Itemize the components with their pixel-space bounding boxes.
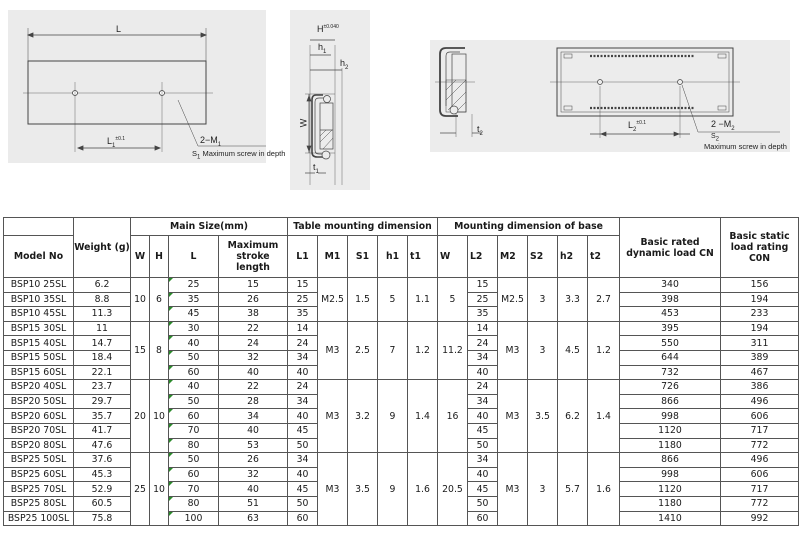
header-model: Model No	[4, 236, 74, 278]
cell-static-load: 496	[721, 394, 799, 409]
spec-table	[3, 217, 799, 526]
cell-L2: 40	[468, 467, 498, 482]
side-view-drawing	[290, 10, 370, 190]
cell-model: BSP20 40SL	[4, 380, 74, 395]
cell-weight: 37.6	[74, 453, 131, 468]
cell-L: 25	[169, 278, 219, 293]
cell-L2: 24	[468, 336, 498, 351]
cell-M1: M3	[318, 453, 348, 526]
header-base-mounting: Mounting dimension of base	[438, 218, 620, 236]
header-L1: L1	[288, 236, 318, 278]
cell-L2: 50	[468, 438, 498, 453]
cell-model: BSP15 60SL	[4, 365, 74, 380]
top-view-diagram	[8, 10, 286, 163]
cell-L1: 34	[288, 350, 318, 365]
label-h2-text: h	[340, 58, 346, 68]
cell-dynamic-load: 1180	[620, 438, 721, 453]
cell-dynamic-load: 866	[620, 453, 721, 468]
header-main-size: Main Size(mm)	[131, 218, 288, 236]
cell-static-load: 772	[721, 438, 799, 453]
header-L2: L2	[468, 236, 498, 278]
cell-static-load: 311	[721, 336, 799, 351]
cell-t2: 2.7	[588, 278, 620, 322]
cell-L1: 60	[288, 511, 318, 526]
label-t2-text: t	[477, 124, 480, 134]
label-L1-tol: ±0.1	[115, 136, 126, 142]
cell-stroke: 15	[219, 278, 288, 293]
cell-h2: 4.5	[558, 321, 588, 379]
spec-table-body	[4, 278, 799, 526]
cell-dynamic-load: 340	[620, 278, 721, 293]
cell-L1: 34	[288, 453, 318, 468]
cell-L: 80	[169, 438, 219, 453]
cell-dynamic-load: 550	[620, 336, 721, 351]
header-H: H	[150, 236, 169, 278]
cell-model: BSP25 50SL	[4, 453, 74, 468]
cell-L: 35	[169, 292, 219, 307]
cell-static-load: 606	[721, 467, 799, 482]
header-dynamic-load: Basic rated dynamic load CN	[620, 218, 721, 278]
cell-H: 6	[150, 278, 169, 322]
cell-L2: 40	[468, 409, 498, 424]
cell-M1: M3	[318, 380, 348, 453]
cell-L1: 15	[288, 278, 318, 293]
cell-L1: 40	[288, 409, 318, 424]
cell-model: BSP20 80SL	[4, 438, 74, 453]
cell-S1: 3.5	[348, 453, 378, 526]
cell-stroke: 28	[219, 394, 288, 409]
table-row	[4, 453, 799, 468]
cell-dynamic-load: 998	[620, 409, 721, 424]
cell-L2: 60	[468, 511, 498, 526]
label-s1-sub: 1	[197, 154, 201, 161]
cell-static-load: 717	[721, 423, 799, 438]
cell-dynamic-load: 644	[620, 350, 721, 365]
cell-weight: 52.9	[74, 482, 131, 497]
cell-L2: 40	[468, 365, 498, 380]
cell-S2: 3.5	[528, 380, 558, 453]
cell-weight: 23.7	[74, 380, 131, 395]
label-L2-sub: 2	[633, 126, 637, 133]
cell-dynamic-load: 395	[620, 321, 721, 336]
cell-L1: 50	[288, 438, 318, 453]
cell-stroke: 22	[219, 321, 288, 336]
cell-static-load: 717	[721, 482, 799, 497]
cell-L: 30	[169, 321, 219, 336]
cell-L: 70	[169, 423, 219, 438]
cell-h1: 5	[378, 278, 408, 322]
screw-depth-note-2: Maximum screw in depth	[704, 142, 787, 151]
label-W: W	[298, 118, 309, 128]
cell-W: 25	[131, 453, 150, 526]
cell-model: BSP25 70SL	[4, 482, 74, 497]
cell-dynamic-load: 1180	[620, 496, 721, 511]
cell-t2: 1.6	[588, 453, 620, 526]
label-L1-sub: 1	[112, 142, 116, 149]
cell-stroke: 24	[219, 336, 288, 351]
cell-stroke: 40	[219, 482, 288, 497]
cell-static-load: 389	[721, 350, 799, 365]
cell-model: BSP25 80SL	[4, 496, 74, 511]
cell-model: BSP10 45SL	[4, 307, 74, 322]
cell-model: BSP15 30SL	[4, 321, 74, 336]
cell-model: BSP20 50SL	[4, 394, 74, 409]
label-h1-text: h	[318, 42, 324, 52]
label-2M1-sub: 1	[217, 141, 222, 148]
top-view-drawing	[8, 10, 266, 163]
cell-dynamic-load: 453	[620, 307, 721, 322]
label-h1	[318, 42, 326, 55]
side-view-diagram	[290, 10, 370, 190]
cell-L2: 25	[468, 292, 498, 307]
cell-h1: 9	[378, 380, 408, 453]
cell-M2: M3	[498, 380, 528, 453]
label-t1	[313, 162, 319, 175]
cell-L2: 50	[468, 496, 498, 511]
header-stroke: Maximum stroke length	[219, 236, 288, 278]
header-h1: h1	[378, 236, 408, 278]
cell-H: 10	[150, 380, 169, 453]
cell-M1: M2.5	[318, 278, 348, 322]
cell-W: 20	[131, 380, 150, 453]
cell-stroke: 26	[219, 453, 288, 468]
cell-weight: 22.1	[74, 365, 131, 380]
cell-static-load: 194	[721, 292, 799, 307]
header-t2: t2	[588, 236, 620, 278]
label-2M2-sub: 2	[731, 125, 735, 132]
cell-M2: M3	[498, 321, 528, 379]
table-row	[4, 278, 799, 293]
cell-L1: 45	[288, 482, 318, 497]
cell-dynamic-load: 398	[620, 292, 721, 307]
cell-W2: 11.2	[438, 321, 468, 379]
cell-W: 10	[131, 278, 150, 322]
header-S2: S2	[528, 236, 558, 278]
cell-S2: 3	[528, 321, 558, 379]
cell-dynamic-load: 1120	[620, 482, 721, 497]
cell-weight: 11.3	[74, 307, 131, 322]
cell-t2: 1.4	[588, 380, 620, 453]
cell-model: BSP10 25SL	[4, 278, 74, 293]
cell-dynamic-load: 1410	[620, 511, 721, 526]
cell-weight: 18.4	[74, 350, 131, 365]
cell-S2: 3	[528, 453, 558, 526]
cell-L2: 15	[468, 278, 498, 293]
cell-weight: 35.7	[74, 409, 131, 424]
cell-dynamic-load: 998	[620, 467, 721, 482]
cell-h1: 9	[378, 453, 408, 526]
cell-stroke: 53	[219, 438, 288, 453]
cell-stroke: 63	[219, 511, 288, 526]
cell-S1: 2.5	[348, 321, 378, 379]
header-table-mounting: Table mounting dimension	[288, 218, 438, 236]
header-S1: S1	[348, 236, 378, 278]
cell-L2: 45	[468, 482, 498, 497]
header-M2: M2	[498, 236, 528, 278]
label-s1: S	[192, 149, 198, 158]
cell-L: 60	[169, 467, 219, 482]
label-2M2	[711, 119, 735, 132]
header-M1: M1	[318, 236, 348, 278]
cell-H: 8	[150, 321, 169, 379]
cell-stroke: 40	[219, 365, 288, 380]
cell-S2: 3	[528, 278, 558, 322]
label-h2	[340, 58, 348, 71]
cell-L1: 35	[288, 307, 318, 322]
cell-h1: 7	[378, 321, 408, 379]
cell-weight: 60.5	[74, 496, 131, 511]
cell-stroke: 32	[219, 467, 288, 482]
cell-L1: 45	[288, 423, 318, 438]
cell-weight: 14.7	[74, 336, 131, 351]
label-2M1-text: 2−M	[200, 135, 218, 145]
cell-t1: 1.2	[408, 321, 438, 379]
label-L2-text: L	[628, 120, 634, 130]
header-weight: Weight (g)	[74, 218, 131, 278]
cell-model: BSP15 40SL	[4, 336, 74, 351]
cell-weight: 45.3	[74, 467, 131, 482]
cell-S1: 1.5	[348, 278, 378, 322]
label-t1-sub: 1	[315, 168, 319, 175]
cell-static-load: 233	[721, 307, 799, 322]
note-text: Maximum screw in depth	[202, 149, 286, 158]
cell-L1: 25	[288, 292, 318, 307]
cell-L: 50	[169, 394, 219, 409]
table-row	[4, 380, 799, 395]
cell-L: 50	[169, 453, 219, 468]
cell-static-load: 467	[721, 365, 799, 380]
cell-L: 80	[169, 496, 219, 511]
cell-stroke: 51	[219, 496, 288, 511]
cell-S1: 3.2	[348, 380, 378, 453]
cell-L2: 35	[468, 307, 498, 322]
label-L: L	[116, 24, 122, 34]
label-L2	[628, 120, 646, 133]
cell-model: BSP25 60SL	[4, 467, 74, 482]
cell-t1: 1.4	[408, 380, 438, 453]
cell-model: BSP20 60SL	[4, 409, 74, 424]
label-h2-sub: 2	[345, 64, 349, 71]
label-h1-sub: 1	[323, 48, 327, 55]
label-2M2-text: 2 −M	[711, 119, 732, 129]
cell-M2: M2.5	[498, 278, 528, 322]
label-H-tol: ±0.040	[323, 24, 339, 30]
label-t2	[477, 124, 483, 137]
header-blank	[4, 218, 74, 236]
cell-L2: 14	[468, 321, 498, 336]
cell-weight: 11	[74, 321, 131, 336]
label-H	[317, 24, 339, 34]
cell-stroke: 32	[219, 350, 288, 365]
table-row	[4, 321, 799, 336]
cell-static-load: 606	[721, 409, 799, 424]
cell-h2: 3.3	[558, 278, 588, 322]
cell-stroke: 26	[219, 292, 288, 307]
cell-L1: 24	[288, 336, 318, 351]
cell-static-load: 992	[721, 511, 799, 526]
label-L1-text: L	[107, 136, 113, 146]
cell-weight: 29.7	[74, 394, 131, 409]
cell-L: 70	[169, 482, 219, 497]
label-s2-sub: 2	[715, 136, 720, 143]
cell-weight: 41.7	[74, 423, 131, 438]
cell-h2: 6.2	[558, 380, 588, 453]
cell-L2: 34	[468, 350, 498, 365]
cell-stroke: 38	[219, 307, 288, 322]
label-s2	[711, 133, 719, 142]
cell-L1: 14	[288, 321, 318, 336]
cell-L: 40	[169, 336, 219, 351]
cell-model: BSP25 100SL	[4, 511, 74, 526]
cell-dynamic-load: 732	[620, 365, 721, 380]
cell-stroke: 34	[219, 409, 288, 424]
cell-weight: 8.8	[74, 292, 131, 307]
cell-static-load: 156	[721, 278, 799, 293]
cell-h2: 5.7	[558, 453, 588, 526]
cell-t1: 1.1	[408, 278, 438, 322]
cell-W: 15	[131, 321, 150, 379]
cell-static-load: 386	[721, 380, 799, 395]
cell-M2: M3	[498, 453, 528, 526]
label-2M1	[200, 135, 221, 148]
cell-static-load: 496	[721, 453, 799, 468]
base-view-diagram	[430, 40, 790, 152]
cell-dynamic-load: 866	[620, 394, 721, 409]
cell-stroke: 40	[219, 423, 288, 438]
cell-W2: 20.5	[438, 453, 468, 526]
header-static-load: Basic static load rating C0N	[721, 218, 799, 278]
cell-W2: 16	[438, 380, 468, 453]
screw-depth-note-1	[192, 149, 285, 161]
cell-L1: 40	[288, 467, 318, 482]
header-h2: h2	[558, 236, 588, 278]
cell-L: 45	[169, 307, 219, 322]
cell-L1: 40	[288, 365, 318, 380]
cell-t2: 1.2	[588, 321, 620, 379]
header-L: L	[169, 236, 219, 278]
label-H-text: H	[317, 24, 324, 34]
cell-W2: 5	[438, 278, 468, 322]
cell-model: BSP15 50SL	[4, 350, 74, 365]
cell-L: 50	[169, 350, 219, 365]
label-L2-tol: ±0.1	[636, 120, 647, 126]
cell-dynamic-load: 726	[620, 380, 721, 395]
cell-L: 100	[169, 511, 219, 526]
cell-L1: 50	[288, 496, 318, 511]
cell-M1: M3	[318, 321, 348, 379]
cell-L2: 24	[468, 380, 498, 395]
cell-model: BSP10 35SL	[4, 292, 74, 307]
cell-static-load: 772	[721, 496, 799, 511]
cell-L: 60	[169, 365, 219, 380]
cell-L2: 34	[468, 453, 498, 468]
cell-L1: 34	[288, 394, 318, 409]
cell-model: BSP20 70SL	[4, 423, 74, 438]
cell-L: 40	[169, 380, 219, 395]
cell-stroke: 22	[219, 380, 288, 395]
cell-L1: 24	[288, 380, 318, 395]
cell-static-load: 194	[721, 321, 799, 336]
cell-weight: 75.8	[74, 511, 131, 526]
label-s2-text: S	[711, 133, 716, 140]
cell-L2: 45	[468, 423, 498, 438]
cell-H: 10	[150, 453, 169, 526]
cell-weight: 6.2	[74, 278, 131, 293]
cell-L: 60	[169, 409, 219, 424]
header-W: W	[131, 236, 150, 278]
cell-t1: 1.6	[408, 453, 438, 526]
cell-weight: 47.6	[74, 438, 131, 453]
label-L1	[107, 136, 125, 149]
label-t1-text: t	[313, 162, 316, 172]
cell-L2: 34	[468, 394, 498, 409]
header-W2: W	[438, 236, 468, 278]
base-view-drawing	[430, 40, 790, 152]
cell-dynamic-load: 1120	[620, 423, 721, 438]
header-t1: t1	[408, 236, 438, 278]
label-t2-sub: 2	[479, 130, 483, 137]
